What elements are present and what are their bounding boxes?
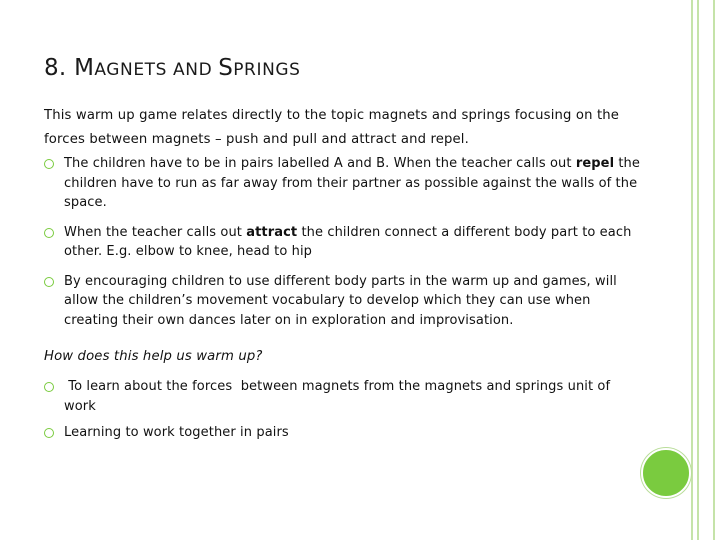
list-item: Learning to work together in pairs [44,423,644,443]
list-item: By encouraging children to use different body parts in the warm up and games, will allow the children’s movement vocabulary to develop which they can use when creating their own dances later on in exploration and improvisation. [44,272,644,331]
ring-bullet-icon [44,159,54,169]
intro-paragraph: This warm up game relates directly to the topic magnets and springs focusing on the forces between magnets – push and pull and attract and repel. [44,108,620,147]
question-heading: How does this help us warm up? [44,349,263,364]
decorative-green-circle [641,448,691,498]
list-item: The children have to be in pairs labelled A and B. When the teacher calls out repel the children have to run as far away from their partner as possible against the walls of the space. [44,154,644,213]
list-item: When the teacher calls out attract the children connect a different body part to each other. E.g. elbow to knee, head to hip [44,223,644,262]
decorative-rule-right [713,0,715,540]
ring-bullet-icon [44,428,54,438]
activity-list [44,154,644,340]
decorative-rule-middle [697,0,699,540]
list-item: To learn about the forces between magnets from the magnets and springs unit of work [44,377,644,416]
ring-bullet-icon [44,382,54,392]
decorative-rule-left [691,0,693,540]
slide-title: 8. MAGNETS AND SPRINGS [44,55,301,81]
ring-bullet-icon [44,277,54,287]
ring-bullet-icon [44,228,54,238]
answer-list [44,377,644,450]
